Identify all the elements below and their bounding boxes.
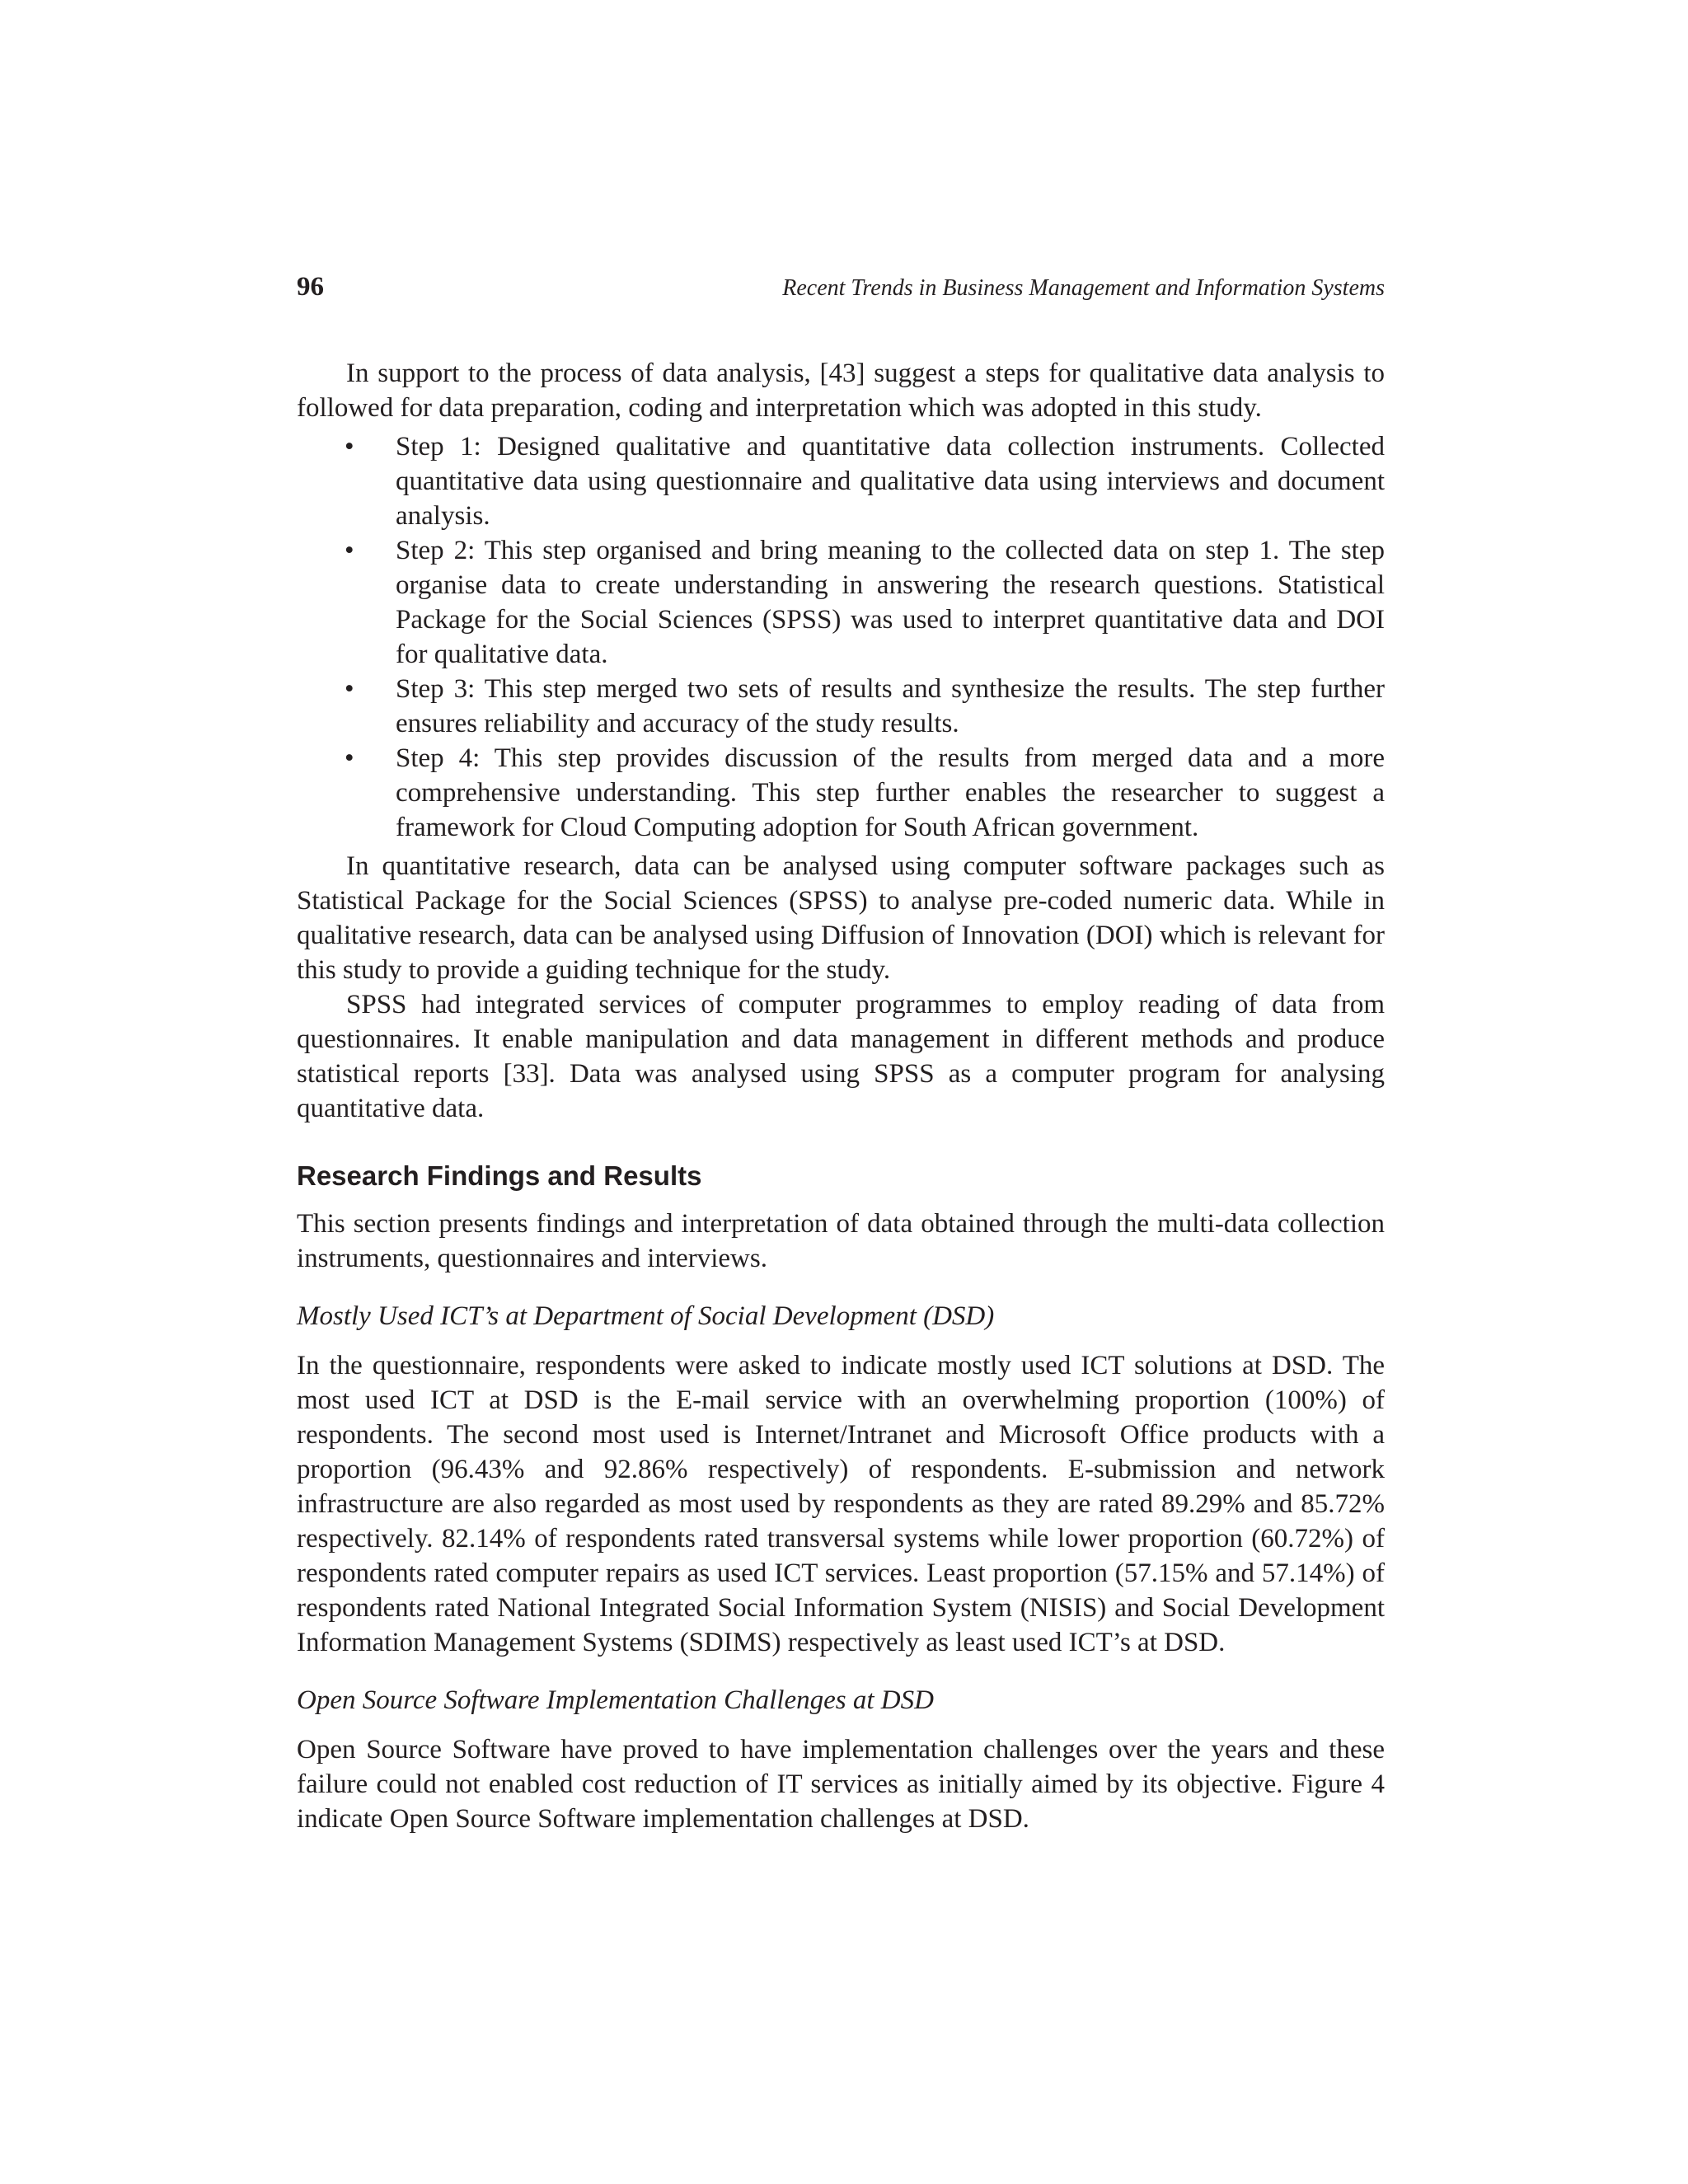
bullet-marker: • xyxy=(345,536,354,565)
section-intro-paragraph: This section presents findings and interpretation of data obtained through the multi-data collection instruments, questionnaires and interviews. xyxy=(297,1209,1385,1273)
ict-paragraph: In the questionnaire, respondents were asked to indicate mostly used ICT solutions at DSD. The most used ICT at DSD is the E-mail service with an overwhelming proportion (100%) of respondents. The second most used is Internet/Intranet and Microsoft Office products with a proportion (96.43% and 92.86% respectively) of respondents. E-submission and network infrastructure are also regarded as most used by respondents as they are rated 89.29% and 85.72% respectively. 82.14% of respondents rated transversal systems while lower proportion (60.72%) of respondents rated computer repairs as used ICT services. Least proportion (57.15% and 57.14%) of respondents rated National Integrated Social Information System (NISIS) and Social Development Information Management Systems (SDIMS) respectively as least used ICT’s at DSD. xyxy=(297,1351,1385,1657)
subsection-heading-oss: Open Source Software Implementation Challenges at DSD xyxy=(297,1685,934,1715)
list-item xyxy=(345,672,1385,741)
list-item xyxy=(345,741,1385,845)
step-text: Step 3: This step merged two sets of results and synthesize the results. The step further ensures reliability and accuracy of the study results. xyxy=(396,674,1385,738)
bullet-marker: • xyxy=(345,674,354,704)
steps-list xyxy=(297,429,1385,845)
bullet-marker: • xyxy=(345,743,354,773)
bullet-marker: • xyxy=(345,432,354,462)
intro-paragraph: In support to the process of data analysis, [43] suggest a steps for qualitative data analysis to followed for data preparation, coding and interpretation which was adopted in this study. xyxy=(297,359,1385,423)
page-number: 96 xyxy=(297,272,324,302)
section-heading: Research Findings and Results xyxy=(297,1160,702,1191)
running-header xyxy=(297,272,1385,313)
step-text: Step 2: This step organised and bring meaning to the collected data on step 1. The step organise data to create understanding in answering the research questions. Statistical Package for the Social Sciences (SPSS) was used to interpret quantitative data and DOI for qualitative data. xyxy=(396,536,1385,669)
document-page xyxy=(297,272,1385,1836)
subsection-heading-ict: Mostly Used ICT’s at Department of Social Development (DSD) xyxy=(297,1301,995,1331)
step-text: Step 4: This step provides discussion of the results from merged data and a more comprehensive understanding. This step further enables the researcher to suggest a framework for Cloud Computing adoption for South African government. xyxy=(396,743,1385,842)
running-title: Recent Trends in Business Management and Information Systems xyxy=(782,275,1385,301)
step-text: Step 1: Designed qualitative and quantitative data collection instruments. Collected quantitative data using questionnaire and qualitative data using interviews and document analysis. xyxy=(396,432,1385,531)
spss-paragraph: SPSS had integrated services of computer programmes to employ reading of data from questionnaires. It enable manipulation and data management in different methods and produce statistical reports [33]. Data was analysed using SPSS as a computer program for analysing quantitative data. xyxy=(297,990,1385,1123)
oss-paragraph: Open Source Software have proved to have implementation challenges over the years and these failure could not enabled cost reduction of IT services as initially aimed by its objective. Figure 4 indicate Open Source Software implementation challenges at DSD. xyxy=(297,1735,1385,1834)
list-item xyxy=(345,533,1385,672)
quantitative-paragraph: In quantitative research, data can be analysed using computer software packages such as Statistical Package for the Social Sciences (SPSS) to analyse pre-coded numeric data. While in qualitative research, data can be analysed using Diffusion of Innovation (DOI) which is relevant for this study to provide a guiding technique for the study. xyxy=(297,851,1385,985)
list-item xyxy=(345,429,1385,533)
